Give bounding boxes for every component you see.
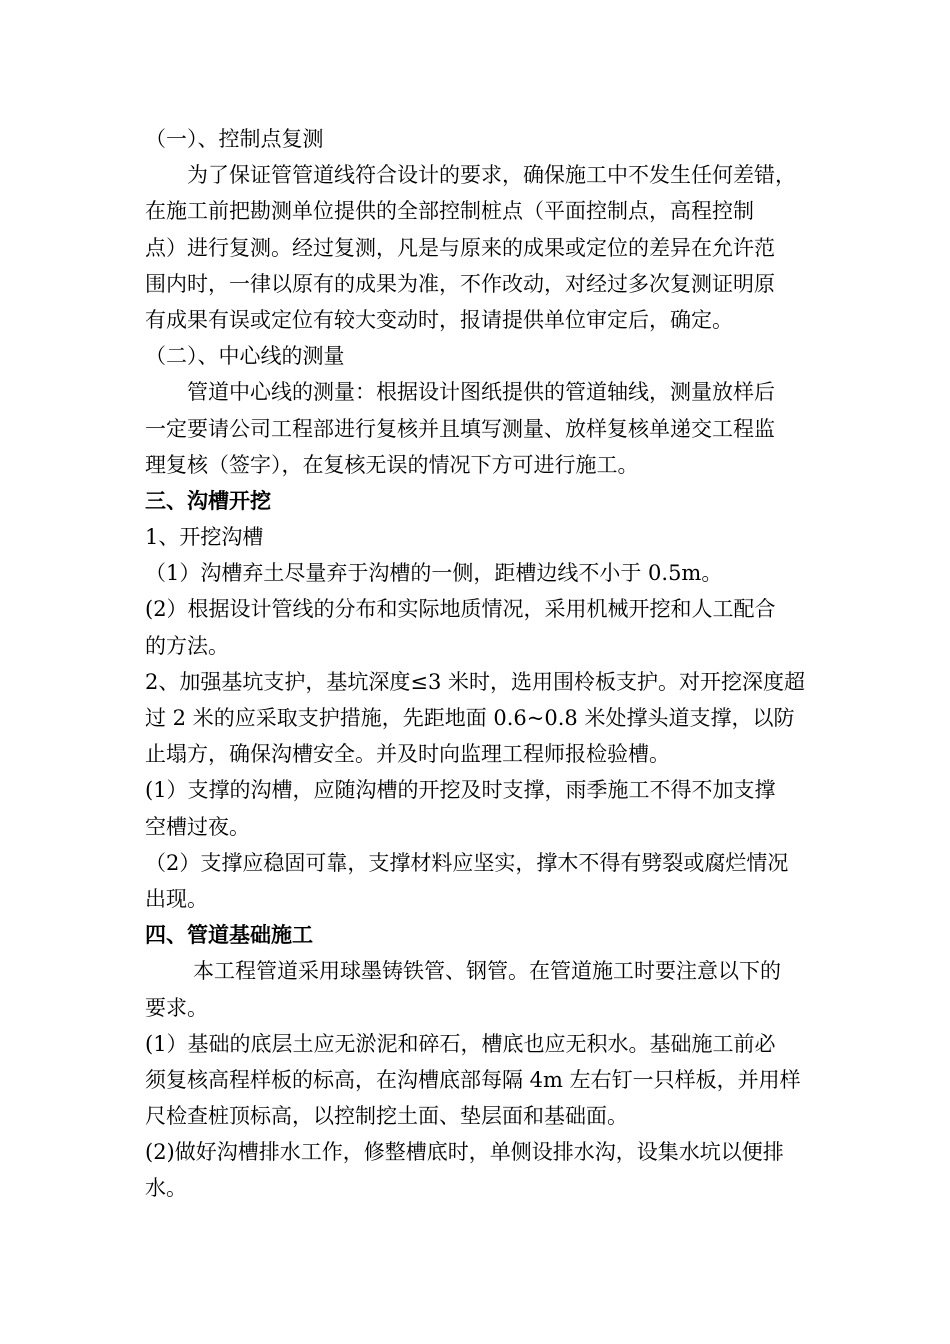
paragraph-line: 出现。 [145, 886, 208, 911]
paragraph-line: 空槽过夜。 [145, 814, 250, 839]
paragraph-line: 的方法。 [145, 633, 229, 658]
paragraph-line: 本工程管道采用球墨铸铁管、钢管。在管道施工时要注意以下的 [193, 959, 781, 984]
paragraph-line: (2）根据设计管线的分布和实际地质情况，采用机械开挖和人工配合 [145, 597, 776, 622]
section-heading-centerline: （二）、中心线的测量 [145, 344, 345, 369]
paragraph-line: 管道中心线的测量：根据设计图纸提供的管道轴线，测量放样后 [187, 380, 775, 405]
paragraph-line: 尺检查桩顶标高，以控制挖土面、垫层面和基础面。 [145, 1104, 628, 1129]
paragraph-line: 理复核（签字），在复核无误的情况下方可进行施工。 [145, 452, 639, 477]
paragraph-line: 为了保证管管道线符合设计的要求，确保施工中不发生任何差错， [187, 163, 796, 188]
paragraph-line: 止塌方，确保沟槽安全。并及时向监理工程师报检验槽。 [145, 742, 670, 767]
paragraph-line: (1）支撑的沟槽，应随沟槽的开挖及时支撑，雨季施工不得不加支撑 [145, 778, 776, 803]
paragraph-line: 过 2 米的应采取支护措施，先距地面 0.6~0.8 米处撑头道支撑，以防 [145, 706, 795, 730]
paragraph-line: 一定要请公司工程部进行复核并且填写测量、放样复核单递交工程监 [145, 416, 775, 441]
paragraph-line: 要求。 [145, 995, 208, 1020]
paragraph-line: (2)做好沟槽排水工作，修整槽底时，单侧设排水沟，设集水坑以便排 [145, 1140, 784, 1165]
paragraph-line: 有成果有误或定位有较大变动时，报请提供单位审定后，确定。 [145, 307, 733, 332]
paragraph-line: 须复核高程样板的标高，在沟槽底部每隔 4m 左右钉一只样板，并用样 [145, 1067, 801, 1092]
paragraph-line: （1）沟槽弃土尽量弃于沟槽的一侧，距槽边线不小于 0.5m。 [145, 561, 723, 586]
document-body [145, 121, 835, 1207]
subheading-line: 1、开挖沟槽 [145, 525, 264, 550]
section-heading-trench: 三、沟槽开挖 [145, 488, 271, 513]
paragraph-line: 水。 [145, 1176, 187, 1201]
paragraph-line: 围内时，一律以原有的成果为准，不作改动，对经过多次复测证明原 [145, 271, 775, 296]
paragraph-line: （2）支撑应稳固可靠，支撑材料应坚实，撑木不得有劈裂或腐烂情况 [145, 850, 789, 875]
section-heading-foundation: 四、管道基础施工 [145, 923, 313, 948]
section-heading-control-point: （一）、控制点复测 [145, 127, 324, 151]
paragraph-line: 在施工前把勘测单位提供的全部控制桩点（平面控制点，高程控制 [145, 199, 754, 224]
paragraph-line: (1）基础的底层土应无淤泥和碎石，槽底也应无积水。基础施工前必 [145, 1031, 776, 1056]
paragraph-line: 2、加强基坑支护，基坑深度≤3 米时，选用围柃板支护。对开挖深度超 [145, 669, 805, 694]
paragraph-line: 点）进行复测。经过复测，凡是与原来的成果或定位的差异在允许范 [145, 235, 775, 260]
